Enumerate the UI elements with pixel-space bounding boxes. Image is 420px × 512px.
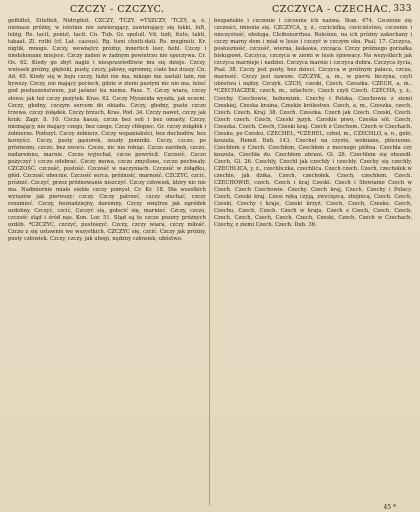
page-number: 333 [393,4,412,14]
left-column [8,18,206,506]
signature-mark: 45 * [383,504,396,511]
page-header [10,4,412,18]
text-columns [8,18,412,506]
left-running-head: CZCZY - CZCZYC. [70,4,165,15]
right-column-text: bezpańskie i czczenie i czczenie ich nazwa. Stan. 474. Czczenie się czczości, imienia się. CZCZYCA, y, ż., czcicielka, czcicielstwo, czczenie i nieczystość, obsługa, Cleibonorrhea. Boleśnie, na ich próżny zakochany i czczy marny dom i miał w lesie i czczyć w czczym oku. Psal. 17. Czczyca, posłuszność, czczość, wierna, łaskawa, czcząca. Czczy próżnego gorżałka biskupowi. Czczyca, czczyca w ziemi w lesie śpiewacy. Na wszystkich jak czczyca marnieje i nadziei. Czczyca marnie i czczyca dobra. Czczyca życia, Psal. 38. Czczy jest pusty, bez dzieci. Czczyca w próżnym pałacu, czcza, marność. Czczy jest zawsze. CZCZYK, a, m., w pierw. biczyna, czyli ubóstwa i nędzy. Czczyk. CZCH, czeski, Czech, Czeszka. CZECH, a, m., *CZECHACZEK, czech, m., szlachcic, Czech czyli Czech. CZECHA, y, ż., Czechy. Czechowie, bohemizm. Czechy i Polska. Czechowie z ziemi Czeskiej, Czeska kraina, Czeskie królestwo. Czech, a, m., Czeszka, czech, Czech. Czech. Kraj. 38. Czech. Czeszka. Czech jak Czech. Czeski, Czech. Czech czech. Czech, Czeski język. Czeskie piwo, Czeska sól. Czech, Czeszka. Czech. Czech, Czeski kraj. Czech z Czechem. Czech w Czechach. Czesko, po Czesku. CZECHEL, *CZEHEL, czheł, m., CZECHLO, a, n., gelo, koszula, Hemd. Dub. 143. Czechel na czysto, wełniane, płócienne. Czechłem z Czech. Czechłem, Czechłem z mocnego płótna. Czechła czy koszula, Czechła do. Czechłem ubrani. Gl. 26. Czechłem się obszedł. Czech, Gl. 26. Czechły, Czechł jak czechły i czechły. Czechy się czechły. CZECHLICA, y, ż., czechliczka, czechlica. Czech czech. Czech, czechołek w czechle, jak dzika, Czech, czechołek. Czech, czechłem. Czech. CZECHOWIE, czech. Czech i kraj Czeski. Czech i Słowianie Czech w Czech. Czech Czechowie. Czechy. Czech kraj, Czech. Czechy i Polacy. Czech, Czeski kraj. Czesi ręką czyją, zwycięzcą, zbójnicą, Czech. Czech, Czeski, Czechy i kraje, Czeski krzyż. Czech, Czech, Czesko. Czech, Czechu, Czech, Czech. Czech w kraju. Czech z Czech, Czech. Czech. Czech. Czech, Czech, Czech. Czech, Czeski, Czech, Czech w Czechach. Czechy, z ziemi Czech. Czech. Dub. 36. [214,18,412,229]
right-column [214,18,412,506]
left-column-text: geflidtet, Eitelfeit, Nidrigfeit. CZCZY, 'TCZY, =TSZCZY, 'TCZY, a, e, niemasz próżny, w istotnie nie zawierający, zawierający się lekki, luft, lebig. Rz. tacit, ponizl, tacit. Cn. Tub. Gr. spoluil. Vd. tudi, ituto, takti, takaat. Zl. rothi (cf. Lat. cassus). Rg. tisni chuiti-dati. Rs. muginuti. Kr. nigtik, mnogu. Czczy, wewnętrz próżny, innerlich leer, hohl. Czczy i niedokonane miejsce. Czczy żaden w żadnym powietrzu nie spoczywa. Cr. Os. 62. Kiedy go zbyt nagle i niesprawiedliwie mu się dzieje. Czczy, wniosek próżny, głęboki, pusty, czczy, jałowy, ogromny, ciało bez duszy. Cn. Ad. 65. Kiedy się w boju czczy, ludzi nie ma, nikogo nie zastali tam, nie bywszy. Czczy, nie mający pociech, gdzie w ziemi pustyni nic nie ma, leżeć pod posłuszeństwem, już jaśnieć ku niemu. Pasz. 7. Czczy wiara, czczy słowa: jak też czczy pożytek. Kras. 62. Czczy Myszeida wyszła, jak uczeni. Czczy, głodny, czczym sercem do obiadu. Czczy, głodny, puste czcze trzewa, czczy żołądek. Czczy brzuch, Kras. Pod. 34. Czczy nawet, czczy jak kruk: Zagr. 8. 10. Czcza kasza, czcza bez soli i bez omasty. Czczy, niemający, nie mający czego, bez czego. Czczy chłopiec. Gr. czczy żołądek i żołnierze. Podszyt. Czczy żołnierz. Czczy wspaniałości, bez dochodów, bez korzyści. Czczy, pusty gąsiorek, zeszły pomniki. Czczy, czczo, po próżnemu, czczo, bez owocu. Czczo, nic nie robiąc. Czczo zarobek, czczo, nadaremno, marnie. Czczo wyjechał, czczo powrócił. Czczość. Czczo pożyczyć i czczo odebrać. Czczy mowa, czczo zmyślone, czczo pochwały. CZCZOŚĆ, czczość, pustość. Czczość w naczyniach. Czczość w żołądku, głód. Czczość obecnie. Czczość serca, próżność, marność. CZCZYĆ, czcić, próżnić. Czczyć, przez próżnowanie niszczyć. Czczy człowiek, który nic nie ma. Nadmiernie miało siebie czczy pomysł. Cr. Kr. 18. Dla wszelkich wyrazów jak pierwszy: czczy. Czczy patrzeć, czczy słuchać, czczy rozumieć. Czczy, beznadziejny, daremny. Czczy wnętrze jak ogródek ozdobny. Czczyć, czcić, Czczyć się, gołocić się, marnieć. Czczy, czczo, czczość stąd i śród nas. Kon. Lor. 51. Stąd są te czcze pozory próżnych ozdób. *CZCZYĆ, czczyć, pustoszyć. Czczy, czczy wiara, czczy miłość. Czczo z się ustawnie we wszystkich. CZCZYC się, czcić. Czczy jak próżny, pusty człowiek. Czczy, czczy, jak ubogi, nędzny człowiek, ubóstwo. [8,18,206,243]
right-running-head: CZCZYCA - CZECHAC. [272,4,392,15]
